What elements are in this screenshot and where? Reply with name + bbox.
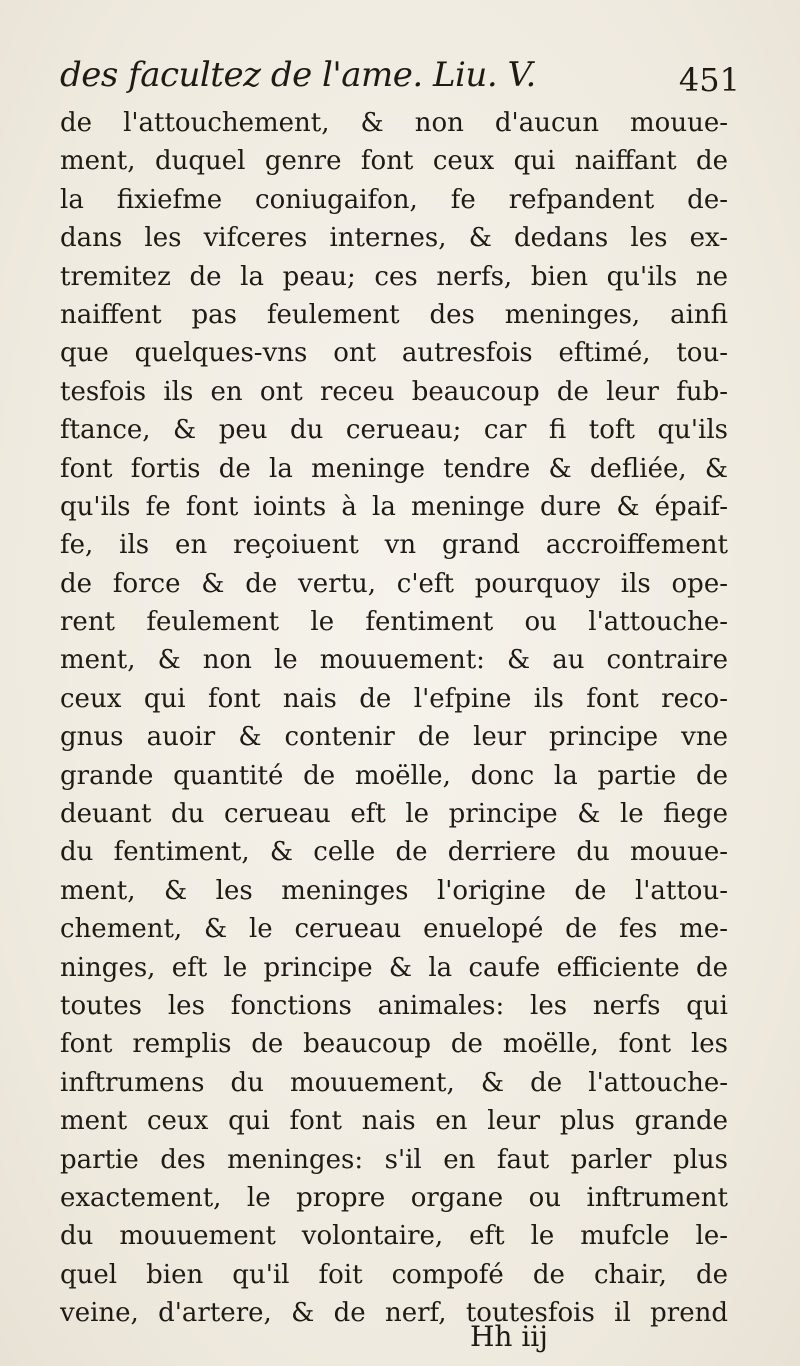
text-line: chement, & le cerueau enuelopé de fes me-	[60, 914, 728, 945]
text-line: ment, duquel genre font ceux qui naiffant de	[60, 146, 728, 177]
page-footer	[60, 1320, 728, 1356]
text-line: grande quantité de moëlle, donc la partie de	[60, 760, 728, 791]
text-line: fe, ils en reçoiuent vn grand accroiffement	[60, 530, 728, 561]
text-line: que quelques-vns ont autresfois eftimé, tou-	[60, 338, 728, 369]
text-line: tesfois ils en ont receu beaucoup de leur fub-	[60, 376, 728, 407]
text-line: du mouuement volontaire, eft le mufcle le-	[60, 1221, 728, 1252]
text-line: ment, & les meninges l'origine de l'attou-	[60, 875, 728, 906]
text-line: veine, d'artere, & de nerf, toutesfois il prend	[60, 1298, 728, 1329]
signature-mark: Hh iij	[470, 1320, 548, 1353]
text-line: font remplis de beaucoup de moëlle, font les	[60, 1029, 728, 1060]
text-line: ment, & non le mouuement: & au contraire	[60, 645, 728, 676]
text-line: ment ceux qui font nais en leur plus grande	[60, 1106, 728, 1137]
text-line: ftance, & peu du cerueau; car fi toft qu'ils	[60, 415, 728, 446]
text-line: partie des meninges: s'il en faut parler plus	[60, 1144, 728, 1175]
text-line: inftrumens du mouuement, & de l'attouche-	[60, 1067, 728, 1098]
text-line: font fortis de la meninge tendre & defliée, &	[60, 453, 728, 484]
text-line: tremitez de la peau; ces nerfs, bien qu'ils ne	[60, 261, 728, 292]
text-line: ceux qui font nais de l'efpine ils font reco-	[60, 683, 728, 714]
text-line: du fentiment, & celle de derriere du mouue-	[60, 837, 728, 868]
text-line: de l'attouchement, & non d'aucun mouue-	[60, 108, 728, 138]
text-line: deuant du cerueau eft le principe & le fiege	[60, 799, 728, 830]
text-line: toutes les fonctions animales: les nerfs qui	[60, 990, 728, 1021]
text-line: ninges, eft le principe & la caufe efficiente de	[60, 952, 728, 983]
running-title: des facultez de l'ame. Liu. V.	[60, 55, 536, 95]
page-header	[60, 55, 740, 111]
text-line: dans les vifceres internes, & dedans les ex-	[60, 223, 728, 254]
text-line: rent feulement le fentiment ou l'attouche-	[60, 607, 728, 638]
page-number: 451	[678, 61, 740, 99]
text-line: exactement, le propre organe ou inftrument	[60, 1182, 728, 1213]
text-line: quel bien qu'il foit compofé de chair, de	[60, 1259, 728, 1290]
text-line: de force & de vertu, c'eft pourquoy ils ope-	[60, 568, 728, 599]
text-line: gnus auoir & contenir de leur principe vne	[60, 722, 728, 753]
body-text	[60, 104, 728, 1333]
text-line: naiffent pas feulement des meninges, ainfi	[60, 299, 728, 330]
text-line: qu'ils fe font ioints à la meninge dure & épaif-	[60, 491, 728, 522]
text-line: la fixiefme coniugaifon, fe refpandent de-	[60, 184, 728, 215]
